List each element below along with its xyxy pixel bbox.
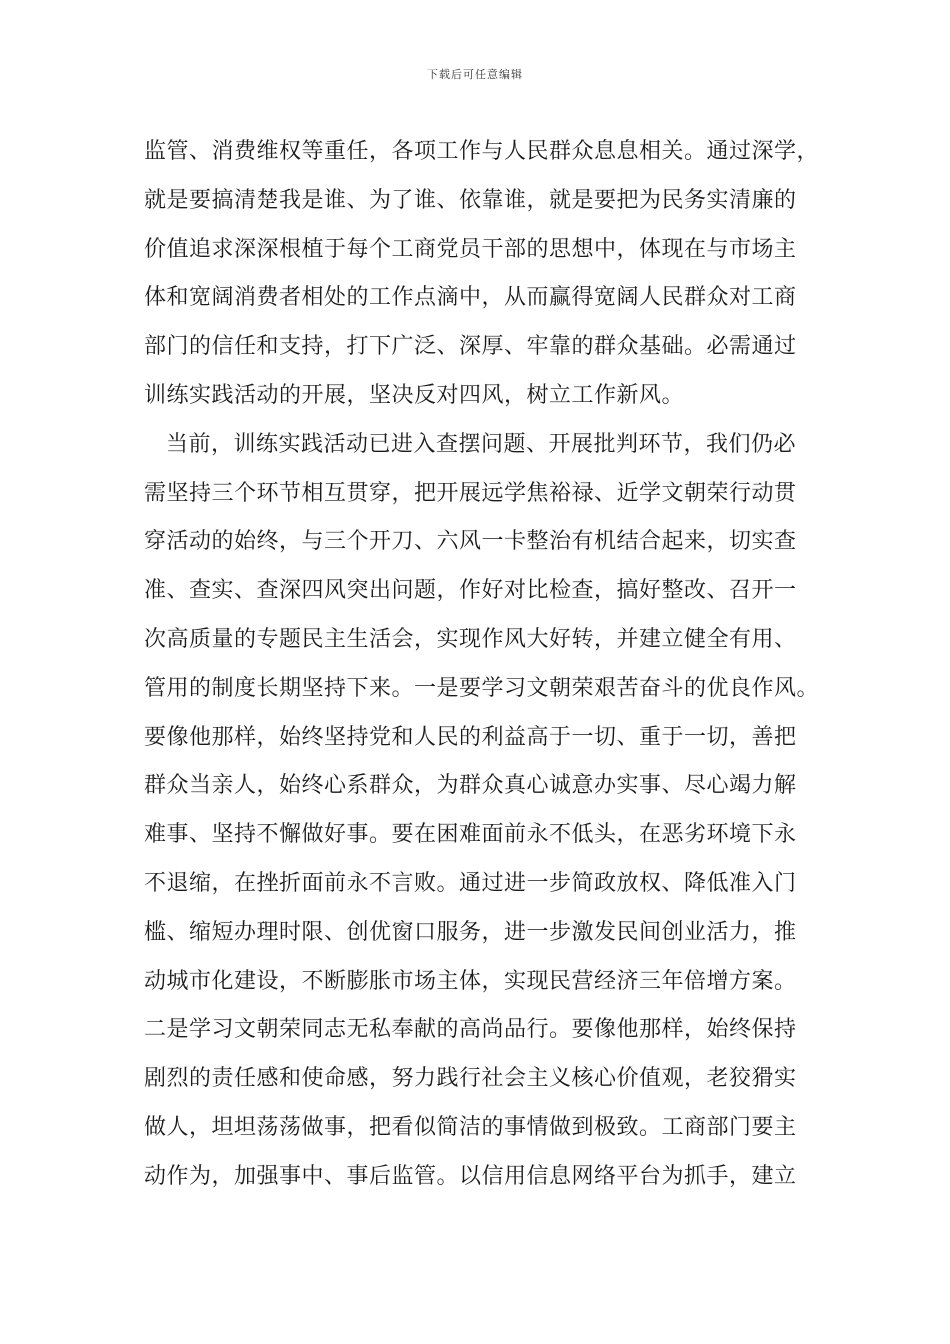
text-line: 难事、坚持不懈做好事。要在困难面前永不低头，在恶劣环境下永	[144, 822, 797, 848]
text-line: 槛、缩短办理时限、创优窗口服务，进一步激发民间创业活力，推	[144, 919, 797, 945]
text-line: 不退缩，在挫折面前永不言败。通过进一步简政放权、降低准入门	[144, 870, 797, 896]
text-line: 动作为，加强事中、事后监管。以信用信息网络平台为抓手，建立	[144, 1163, 797, 1189]
text-line: 二是学习文朝荣同志无私奉献的高尚品行。要像他那样，始终保持	[144, 1017, 797, 1043]
text-line: 次高质量的专题民主生活会，实现作风大好转，并建立健全有用、	[144, 626, 797, 652]
text-line: 就是要搞清楚我是谁、为了谁、依靠谁，就是要把为民务实清廉的	[144, 187, 797, 213]
text-line: 训练实践活动的开展，坚决反对四风，树立工作新风。	[144, 382, 685, 408]
document-body	[144, 128, 824, 1202]
text-line: 群众当亲人，始终心系群众，为群众真心诚意办实事、尽心竭力解	[144, 773, 797, 799]
page-header: 下载后可任意编辑	[427, 68, 523, 81]
text-line: 部门的信任和支持，打下广泛、深厚、牢靠的群众基础。必需通过	[144, 334, 797, 360]
paragraph-start-line: 当前，训练实践活动已进入查摆问题、开展批判环节，我们仍必	[166, 431, 797, 457]
text-line: 需坚持三个环节相互贯穿，把开展远学焦裕禄、近学文朝荣行动贯	[144, 480, 797, 506]
text-line: 监管、消费维权等重任，各项工作与人民群众息息相关。通过深学，	[144, 139, 820, 164]
text-line: 做人，坦坦荡荡做事，把看似简洁的事情做到极致。工商部门要主	[144, 1114, 797, 1140]
text-line: 要像他那样，始终坚持党和人民的利益高于一切、重于一切，善把	[144, 724, 797, 750]
text-line: 管用的制度长期坚持下来。一是要学习文朝荣艰苦奋斗的优良作风。	[144, 675, 820, 701]
text-line: 动城市化建设，不断膨胀市场主体，实现民营经济三年倍增方案。	[144, 968, 797, 994]
text-line: 穿活动的始终，与三个开刀、六风一卡整治有机结合起来，切实查	[144, 529, 797, 555]
text-line: 准、查实、查深四风突出问题，作好对比检查，搞好整改、召开一	[144, 578, 797, 604]
text-line: 价值追求深深根植于每个工商党员干部的思想中，体现在与市场主	[144, 236, 797, 262]
text-line: 剧烈的责任感和使命感，努力践行社会主义核心价值观，老狡猾实	[144, 1066, 797, 1092]
text-line: 体和宽阔消费者相处的工作点滴中，从而赢得宽阔人民群众对工商	[144, 285, 797, 311]
